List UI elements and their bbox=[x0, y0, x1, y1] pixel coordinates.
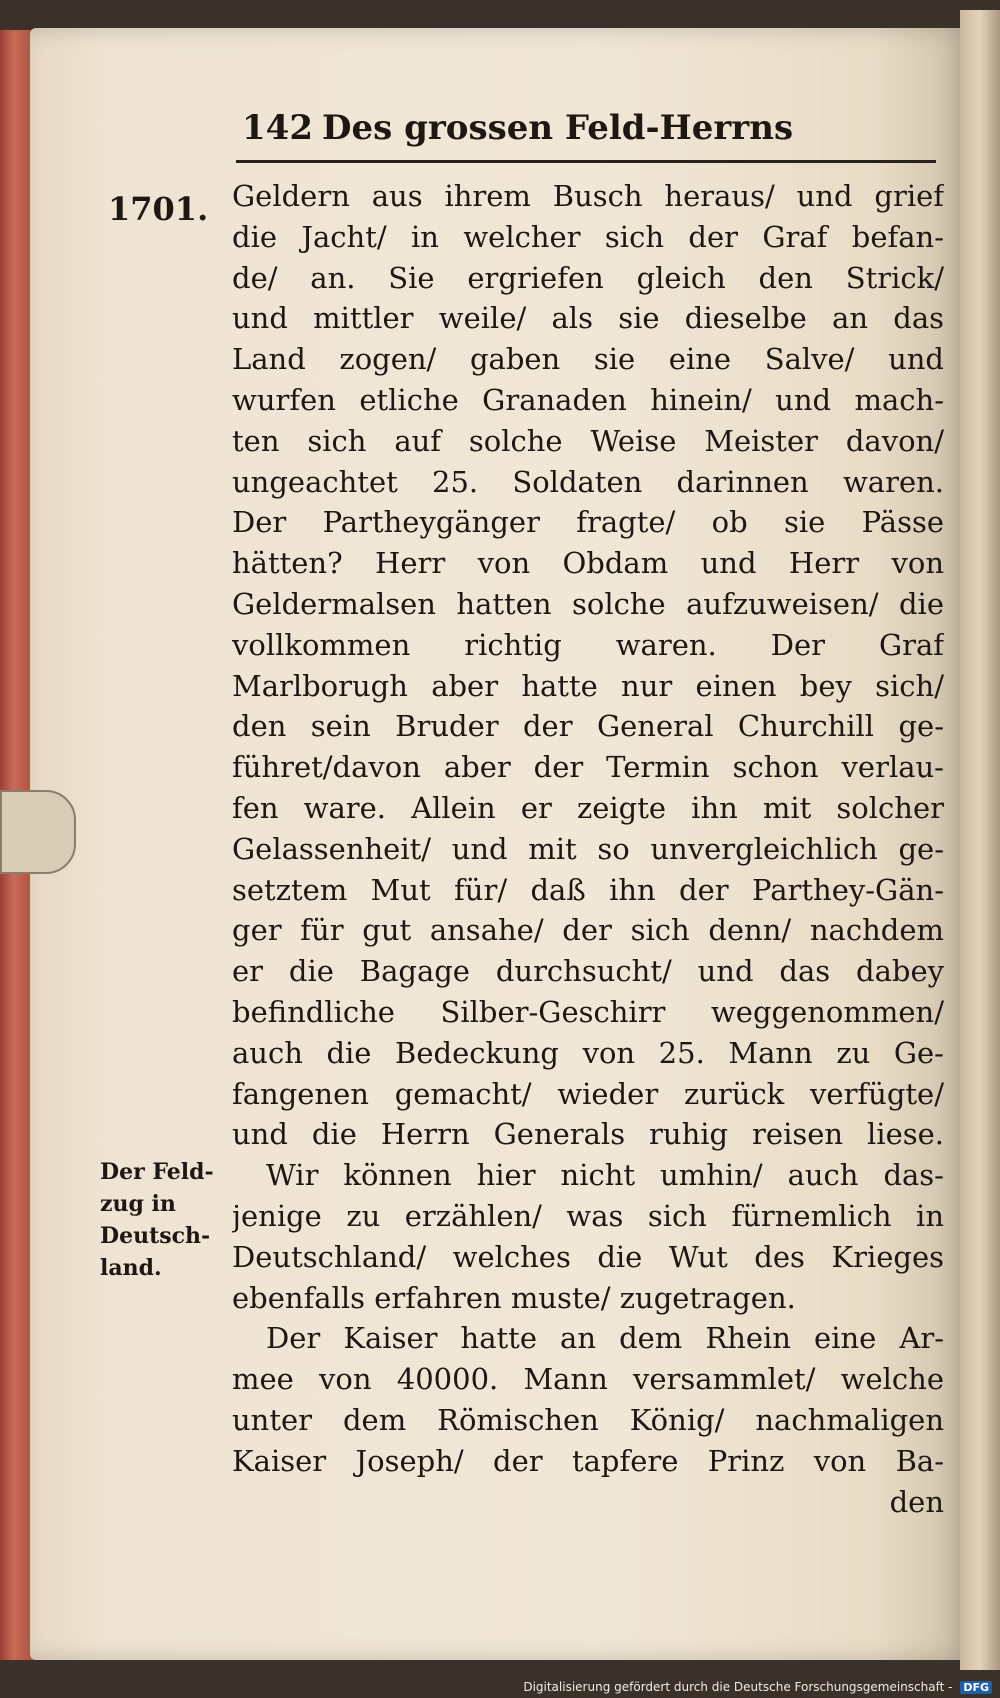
text-line: vollkommen richtig waren. Der Graf bbox=[232, 627, 944, 662]
margin-year: 1701. bbox=[108, 190, 209, 228]
text-line: die Jacht/ in welcher sich der Graf befan- bbox=[232, 219, 944, 254]
body-text bbox=[232, 176, 944, 1522]
text-line: Marlborugh aber hatte nur einen bey sich/ bbox=[232, 668, 944, 703]
text-line: Der Kaiser hatte an dem Rhein eine Ar- bbox=[266, 1321, 944, 1356]
text-line: Gelassenheit/ und mit so unvergleichlich ge- bbox=[232, 831, 944, 866]
text-line: unter dem Römischen König/ nachmaligen bbox=[232, 1402, 944, 1437]
text-line: befindliche Silber-Geschirr weggenommen/ bbox=[232, 994, 944, 1029]
credit-text: Digitalisierung gefördert durch die Deutsche Forschungsgemeinschaft - bbox=[523, 1680, 953, 1694]
digitization-credit bbox=[523, 1680, 992, 1694]
text-line: Der Partheygänger fragte/ ob sie Pässe bbox=[232, 505, 944, 540]
margin-note-line: land. bbox=[100, 1255, 162, 1281]
text-line: auch die Bedeckung von 25. Mann zu Ge- bbox=[232, 1035, 944, 1070]
margin-note-line: zug in bbox=[100, 1191, 176, 1217]
text-line: Geldern aus ihrem Busch heraus/ und grief bbox=[232, 179, 944, 213]
text-line: Deutschland/ welches die Wut des Krieges bbox=[232, 1239, 944, 1274]
margin-note bbox=[100, 1156, 212, 1284]
page-header bbox=[242, 108, 942, 158]
text-line: ger für gut ansahe/ der sich denn/ nachdem bbox=[232, 913, 944, 948]
text-line: fangenen gemacht/ wieder zurück verfügte/ bbox=[232, 1076, 944, 1111]
text-line: setztem Mut für/ daß ihn der Parthey-Gän- bbox=[232, 872, 944, 907]
text-line: Geldermalsen hatten solche aufzuweisen/ die bbox=[232, 586, 944, 621]
text-line: hätten? Herr von Obdam und Herr von bbox=[232, 546, 944, 581]
running-title: Des grossen Feld-Herrns bbox=[322, 108, 794, 148]
catchword: den bbox=[889, 1484, 944, 1519]
margin-note-line: Der Feld- bbox=[100, 1159, 214, 1185]
text-line: jenige zu erzählen/ was sich fürnemlich in bbox=[232, 1198, 944, 1233]
text-line: führet/davon aber der Termin schon verlau- bbox=[232, 750, 944, 785]
text-line: ten sich auf solche Weise Meister davon/ bbox=[232, 423, 944, 458]
text-line: fen ware. Allein er zeigte ihn mit solcher bbox=[232, 790, 944, 825]
text-line: wurfen etliche Granaden hinein/ und mach- bbox=[232, 382, 944, 417]
text-line: de/ an. Sie ergriefen gleich den Strick/ bbox=[232, 260, 944, 295]
text-line: Kaiser Joseph/ der tapfere Prinz von Ba- bbox=[232, 1443, 944, 1478]
text-line: ungeachtet 25. Soldaten darinnen waren. bbox=[232, 464, 944, 499]
margin-note-line: Deutsch- bbox=[100, 1223, 211, 1249]
header-rule bbox=[236, 160, 936, 163]
text-line: ebenfalls erfahren muste/ zugetragen. bbox=[232, 1280, 796, 1315]
dfg-logo: DFG bbox=[960, 1681, 992, 1694]
text-line: Land zogen/ gaben sie eine Salve/ und bbox=[232, 342, 944, 377]
text-line: mee von 40000. Mann versammlet/ welche bbox=[232, 1362, 944, 1397]
text-line: den sein Bruder der General Churchill ge- bbox=[232, 709, 944, 744]
right-page-edge bbox=[960, 10, 1000, 1670]
bookmark-tab bbox=[0, 790, 76, 874]
text-line: und mittler weile/ als sie dieselbe an das bbox=[232, 301, 944, 336]
text-line: Wir können hier nicht umhin/ auch das- bbox=[266, 1158, 944, 1193]
text-line: und die Herrn Generals ruhig reisen liese. bbox=[232, 1117, 944, 1152]
page-number: 142 bbox=[242, 108, 313, 148]
text-line: er die Bagage durchsucht/ und das dabey bbox=[232, 954, 944, 989]
